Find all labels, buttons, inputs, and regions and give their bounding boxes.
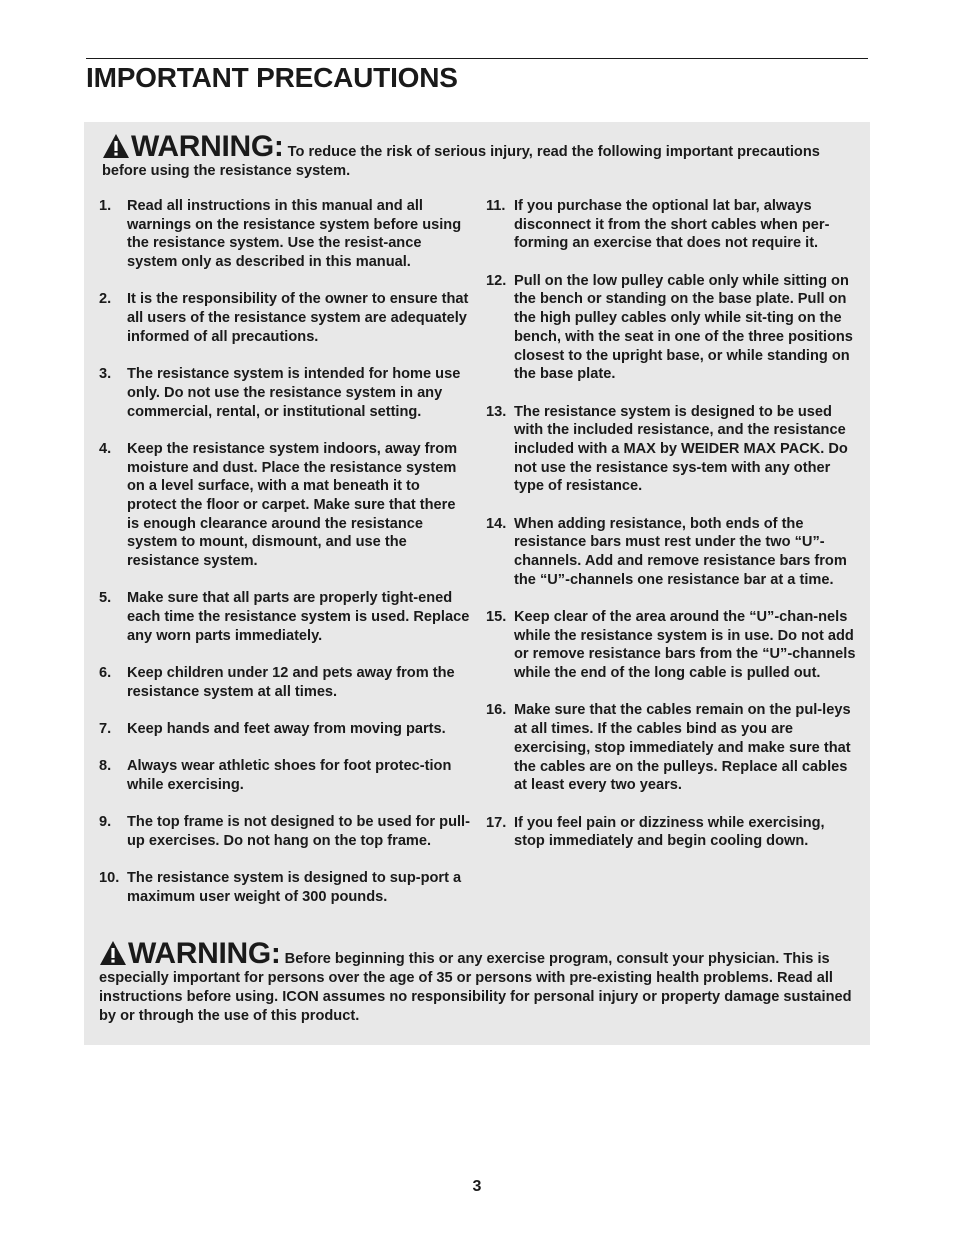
item-number: 16.: [486, 702, 507, 719]
list-item: [486, 197, 858, 253]
list-item: [99, 440, 471, 571]
item-text: Always wear athletic shoes for foot protec-tion while exercising.: [127, 758, 452, 794]
list-item: [99, 197, 471, 272]
item-number: 3.: [99, 366, 112, 383]
item-text: The resistance system is designed to be used with the included resistance, and the resistance included with a MAX by WEIDER MAX PACK. Do not use the resistance sys-tem with any other type of resistance.: [514, 403, 848, 495]
list-item: [486, 814, 858, 851]
item-number: 11.: [486, 198, 506, 214]
item-number: 9.: [99, 814, 112, 831]
top-rule: [86, 58, 868, 59]
item-text: Make sure that all parts are properly tight-ened each time the resistance system is used. Replace any worn parts immediately.: [127, 590, 470, 644]
warning-bottom-text: Before beginning this or any exercise program, consult your physician. This is especially important for persons over the age of 35 or persons with pre-existing health problems. Read all instructions before using. ICON assumes no responsibility for personal injury or property damage sustained by or through the use of this product.: [99, 951, 852, 1024]
item-text: The resistance system is designed to sup-port a maximum user weight of 300 pounds.: [127, 870, 462, 906]
item-number: 15.: [486, 609, 507, 626]
item-text: Read all instructions in this manual and all warnings on the resistance system before using the resistance system. Use the resist-ance system only as described in this manual.: [127, 198, 462, 271]
item-text: Keep hands and feet away from moving parts.: [127, 721, 446, 738]
list-item: [486, 403, 858, 497]
list-item: [99, 365, 471, 421]
item-number: 10.: [99, 870, 120, 887]
list-item: [486, 701, 858, 795]
warning-top: [102, 132, 862, 181]
item-text: The top frame is not designed to be used for pull-up exercises. Do not hang on the top frame.: [127, 814, 470, 850]
item-text: If you purchase the optional lat bar, always disconnect it from the short cables when per-forming an exercise that does not require it.: [514, 198, 830, 252]
page-title: IMPORTANT PRECAUTIONS: [86, 62, 458, 93]
list-item: [486, 272, 858, 384]
list-item: [99, 813, 471, 850]
warning-triangle-icon: [99, 940, 127, 966]
list-item: [99, 589, 471, 645]
warning-bottom-label: WARNING:: [128, 937, 281, 970]
item-text: If you feel pain or dizziness while exercising, stop immediately and begin cooling down.: [514, 814, 825, 850]
item-text: Make sure that the cables remain on the pul-leys at all times. If the cables bind as you are exercising, stop immediately and make sure that the cables are on the pulleys. Replace all cables at least every two years.: [514, 702, 851, 794]
list-item: [486, 515, 858, 590]
list-item: [486, 608, 858, 683]
item-text: Keep the resistance system indoors, away from moisture and dust. Place the resistance system on a level surface, with a mat beneath it to protect the floor or carpet. Make sure that there is enough clearance around the resistance system to mount, dismount, and use the resistance system.: [127, 440, 458, 570]
warning-top-label: WARNING:: [131, 130, 284, 163]
list-item: [99, 757, 471, 794]
item-text: The resistance system is intended for home use only. Do not use the resistance system in any commercial, rental, or institutional setting.: [127, 366, 461, 420]
precautions-list-left: [99, 197, 471, 925]
item-text: Keep children under 12 and pets away from the resistance system at all times.: [127, 665, 455, 700]
item-text: It is the responsibility of the owner to ensure that all users of the resistance system are adequately informed of all precautions.: [127, 291, 469, 345]
item-number: 1.: [99, 198, 112, 214]
item-number: 14.: [486, 515, 507, 532]
warning-bottom: [99, 939, 859, 1026]
precautions-panel: [84, 122, 870, 1045]
item-number: 5.: [99, 590, 112, 607]
item-number: 4.: [99, 440, 112, 457]
item-number: 2.: [99, 291, 112, 308]
warning-triangle-icon: [102, 133, 130, 159]
item-number: 13.: [486, 403, 507, 420]
item-text: When adding resistance, both ends of the resistance bars must rest under the two “U”-channels. Add and remove resistance bars from the “U”-channels one resistance bar at a time.: [514, 515, 847, 588]
item-number: 12.: [486, 272, 507, 289]
precautions-list-right: [486, 197, 858, 870]
list-item: [99, 664, 471, 701]
item-number: 7.: [99, 721, 112, 738]
page-number: 3: [472, 1178, 482, 1195]
item-text: Pull on the low pulley cable only while sitting on the bench or standing on the base plate. Pull on the high pulley cables only while sit-ting on the bench, with the seat in one of the three positions closest to the upright base, or while standing on the base plate.: [514, 272, 853, 383]
list-item: [99, 720, 471, 739]
item-text: Keep clear of the area around the “U”-chan-nels while the resistance system is in use. Do not add or remove resistance bars from the “U”-channels while the end of the long cable is pulled out.: [514, 609, 856, 682]
list-item: [99, 869, 471, 906]
list-item: [99, 290, 471, 346]
warning-top-text: To reduce the risk of serious injury, read the following important precautions before using the resistance system.: [102, 144, 820, 179]
item-number: 17.: [486, 814, 507, 831]
item-number: 8.: [99, 758, 112, 775]
item-number: 6.: [99, 665, 112, 682]
